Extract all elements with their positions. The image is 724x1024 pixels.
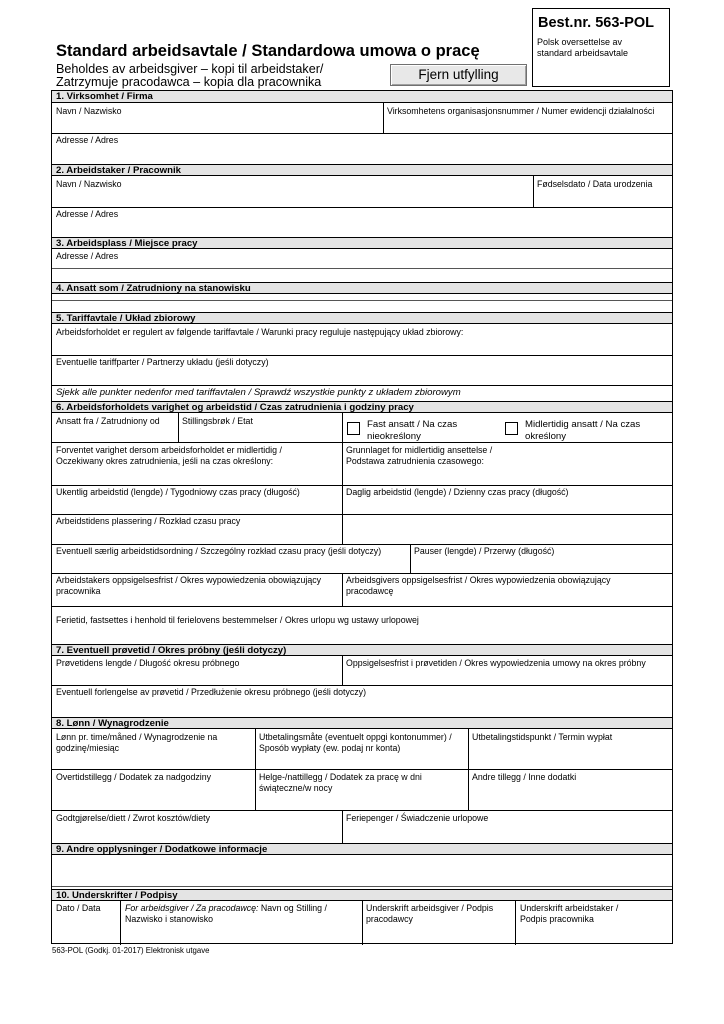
breaks-label: Pauser (lengde) / Przerwy (długość) bbox=[414, 546, 555, 556]
translation-note-line-2: standard arbeidsavtale bbox=[537, 48, 629, 58]
employee-signature-label-line-1: Underskrift arbeidstaker / bbox=[520, 903, 619, 913]
section-4-heading: 4. Ansatt som / Zatrudniony na stanowisku bbox=[52, 282, 672, 294]
section-1-heading: 1. Virksomhet / Firma bbox=[52, 91, 672, 103]
holiday-label: Ferietid, fastsettes i henhold til ferielovens bestemmelser / Okres urlopu wg ustawy urlopowej bbox=[56, 615, 419, 625]
payment-method-label-line-2: Sposób wypłaty (ew. podaj nr konta) bbox=[259, 742, 401, 753]
employer-representative-rest: Navn og Stilling / bbox=[258, 903, 327, 913]
workplace-address-label: Adresse / Adres bbox=[56, 251, 119, 261]
other-bonus-label: Andre tillegg / Inne dodatki bbox=[472, 772, 577, 782]
temporary-basis-label-line-2: Podstawa zatrudnienia czasowego: bbox=[346, 455, 484, 466]
employee-notice-label-line-2: pracownika bbox=[56, 585, 101, 596]
work-schedule-label: Arbeidstidens plassering / Rozkład czasu pracy bbox=[56, 516, 241, 526]
employer-signature-label bbox=[366, 903, 493, 924]
wage-label bbox=[56, 732, 217, 753]
translation-note bbox=[537, 37, 628, 59]
temporary-employment-label bbox=[525, 419, 640, 442]
tariff-regulated-label: Arbeidsforholdet er regulert av følgende tariffavtale / Warunki pracy reguluje następujący układ zbiorowy: bbox=[56, 327, 464, 337]
payment-time-label: Utbetalingstidspunkt / Termin wypłat bbox=[472, 732, 613, 742]
section-9-heading: 9. Andre opplysninger / Dodatkowe informacje bbox=[52, 843, 672, 855]
page-title: Standard arbeidsavtale / Standardowa umowa o pracę bbox=[56, 42, 480, 60]
form-footer: 563-POL (Godkj. 01-2017) Elektronisk utgave bbox=[52, 946, 210, 955]
allowance-label: Godtgjørelse/diett / Zwrot kosztów/diety bbox=[56, 813, 211, 823]
weekly-hours-label: Ukentlig arbeidstid (lengde) / Tygodniowy czas pracy (długość) bbox=[56, 487, 300, 497]
expected-duration-label-line-1: Forventet varighet dersom arbeidsforholdet er midlertidig / bbox=[56, 445, 282, 455]
permanent-employment-checkbox[interactable] bbox=[347, 422, 360, 435]
temporary-employment-label-line-2: określony bbox=[525, 430, 567, 442]
section-7-heading: 7. Eventuell prøvetid / Okres próbny (jeśli dotyczy) bbox=[52, 644, 672, 656]
employer-notice-label-line-1: Arbeidsgivers oppsigelsesfrist / Okres wypowiedzenia obowiązujący bbox=[346, 575, 611, 585]
expected-duration-label-line-2: Oczekiwany okres zatrudnienia, jeśli na czas określony: bbox=[56, 455, 274, 466]
employer-representative-label-line-2: Nazwisko i stanowisko bbox=[125, 913, 213, 924]
daily-hours-label: Daglig arbeidstid (lengde) / Dzienny czas pracy (długość) bbox=[346, 487, 569, 497]
employer-signature-label-line-2: pracodawcy bbox=[366, 913, 413, 924]
section-10-heading: 10. Underskrifter / Podpisy bbox=[52, 889, 672, 901]
subtitle-line-1: Beholdes av arbeidsgiver – kopi til arbeidstaker/ bbox=[56, 62, 324, 76]
employee-dob-label: Fødselsdato / Data urodzenia bbox=[537, 179, 653, 189]
clear-form-button[interactable]: Fjern utfylling bbox=[390, 64, 527, 86]
employed-from-label: Ansatt fra / Zatrudniony od bbox=[56, 416, 160, 426]
employer-representative-label-line-1 bbox=[125, 903, 327, 914]
special-schedule-label: Eventuell særlig arbeidstidsordning / Szczególny rozkład czasu pracy (jeśli dotyczy) bbox=[56, 546, 382, 556]
temporary-basis-label bbox=[346, 445, 492, 466]
tariff-parties-label: Eventuelle tariffparter / Partnerzy układu (jeśli dotyczy) bbox=[56, 357, 269, 367]
company-orgnr-label: Virksomhetens organisasjonsnummer / Numer ewidencji działalności bbox=[387, 106, 655, 116]
holiday-night-bonus-label-line-1: Helge-/nattillegg / Dodatek za pracę w dni bbox=[259, 772, 422, 782]
employee-notice-label-line-1: Arbeidstakers oppsigelsesfrist / Okres wypowiedzenia obowiązujący bbox=[56, 575, 322, 585]
expected-duration-label bbox=[56, 445, 282, 466]
company-name-label: Navn / Nazwisko bbox=[56, 106, 122, 116]
employee-signature-label bbox=[520, 903, 618, 924]
probation-notice-label: Oppsigelsesfrist i prøvetiden / Okres wypowiedzenia umowy na okres próbny bbox=[346, 658, 646, 668]
employer-representative-label bbox=[125, 903, 327, 924]
section-8-heading: 8. Lønn / Wynagrodzenie bbox=[52, 717, 672, 729]
permanent-employment-label-line-2: nieokreślony bbox=[367, 430, 421, 442]
section-5-heading: 5. Tariffavtale / Układ zbiorowy bbox=[52, 312, 672, 324]
signature-date-label: Dato / Data bbox=[56, 903, 101, 913]
employer-signature-label-line-1: Underskrift arbeidsgiver / Podpis bbox=[366, 903, 494, 913]
section-6-heading: 6. Arbeidsforholdets varighet og arbeidstid / Czas zatrudnienia i godziny pracy bbox=[52, 401, 672, 413]
holiday-night-bonus-label-line-2: świąteczne/w nocy bbox=[259, 782, 333, 793]
probation-length-label: Prøvetidens lengde / Długość okresu próbnego bbox=[56, 658, 240, 668]
holiday-pay-label: Feriepenger / Świadczenie urlopowe bbox=[346, 813, 489, 823]
employment-contract-form bbox=[51, 90, 673, 944]
employer-notice-label-line-2: pracodawcę bbox=[346, 585, 394, 596]
employee-name-label: Navn / Nazwisko bbox=[56, 179, 122, 189]
payment-method-label bbox=[259, 732, 452, 753]
permanent-employment-label-line-1: Fast ansatt / Na czas bbox=[367, 419, 458, 430]
employee-notice-label bbox=[56, 575, 321, 596]
temporary-employment-checkbox[interactable] bbox=[505, 422, 518, 435]
section-3-heading: 3. Arbeidsplass / Miejsce pracy bbox=[52, 237, 672, 249]
company-address-label: Adresse / Adres bbox=[56, 135, 119, 145]
order-number: Best.nr. 563-POL bbox=[538, 15, 655, 31]
position-percentage-label: Stillingsbrøk / Etat bbox=[182, 416, 253, 426]
employee-signature-label-line-2: Podpis pracownika bbox=[520, 913, 594, 924]
tariff-check-note: Sjekk alle punkter nedenfor med tariffavtalen / Sprawdź wszystkie punkty z układem zbiorowym bbox=[56, 387, 461, 398]
wage-label-line-2: godzinę/miesiąc bbox=[56, 742, 120, 753]
translation-note-line-1: Polsk oversettelse av bbox=[537, 37, 623, 47]
permanent-employment-label bbox=[367, 419, 457, 442]
overtime-label: Overtidstillegg / Dodatek za nadgodziny bbox=[56, 772, 212, 782]
temporary-basis-label-line-1: Grunnlaget for midlertidig ansettelse / bbox=[346, 445, 493, 455]
employee-address-label: Adresse / Adres bbox=[56, 209, 119, 219]
employer-representative-italic: For arbeidsgiver / Za pracodawcę: bbox=[125, 903, 259, 913]
temporary-employment-label-line-1: Midlertidig ansatt / Na czas bbox=[525, 419, 641, 430]
order-number-box bbox=[532, 8, 670, 87]
subtitle-line-2: Zatrzymuje pracodawca – kopia dla pracownika bbox=[56, 75, 322, 89]
holiday-night-bonus-label bbox=[259, 772, 422, 793]
section-2-heading: 2. Arbeidstaker / Pracownik bbox=[52, 164, 672, 176]
payment-method-label-line-1: Utbetalingsmåte (eventuelt oppgi kontonummer) / bbox=[259, 732, 452, 742]
probation-extension-label: Eventuell forlengelse av prøvetid / Przedłużenie okresu próbnego (jeśli dotyczy) bbox=[56, 687, 367, 697]
wage-label-line-1: Lønn pr. time/måned / Wynagrodzenie na bbox=[56, 732, 218, 742]
employer-notice-label bbox=[346, 575, 611, 596]
